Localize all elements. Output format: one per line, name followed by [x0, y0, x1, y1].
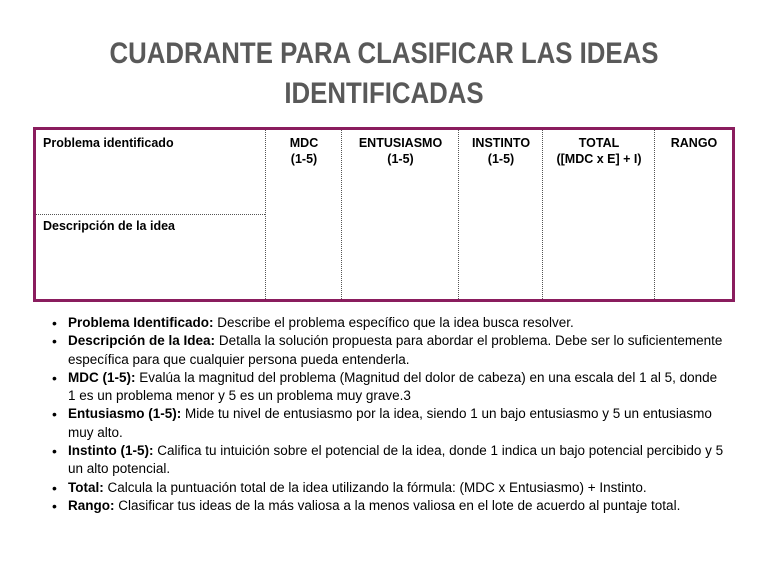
list-item	[54, 479, 724, 497]
definition: Calcula la puntuación total de la idea utilizando la fórmula: (MDC x Entusiasmo) + Instinto.	[103, 479, 647, 495]
title-line-2: IDENTIFICADAS	[284, 77, 484, 110]
bullet-icon: •	[52, 315, 57, 331]
mdc-header-title: MDC	[289, 136, 319, 150]
rango-column	[654, 130, 733, 299]
instinto-header-scale: (1-5)	[487, 152, 515, 166]
page-title	[54, 34, 714, 114]
list-item	[54, 332, 724, 369]
title-line-1: CUADRANTE PARA CLASIFICAR LAS IDEAS	[109, 37, 659, 70]
term: Total:	[68, 479, 104, 495]
instinto-header	[459, 135, 543, 167]
term: Instinto (1-5):	[68, 443, 154, 459]
bullet-icon: •	[52, 406, 57, 423]
row-divider	[36, 214, 265, 215]
definition: Detalla la solución propuesta para abordar el problema. Debe ser lo suficientemente específica para que cualquier persona pueda entenderla.	[68, 333, 723, 367]
definition: Califica tu intuición sobre el potencial de la idea, donde 1 indica un bajo potencial percibido y 5 un alto potencial.	[68, 443, 724, 477]
total-header-formula: ([MDC x E] + I)	[556, 152, 642, 166]
list-item	[54, 497, 724, 515]
list-item	[54, 314, 724, 332]
list-item	[54, 369, 724, 406]
entusiasmo-header-title: ENTUSIASMO	[358, 136, 443, 150]
bullet-icon: •	[52, 479, 57, 496]
mdc-header	[266, 135, 342, 167]
definition: Evalúa la magnitud del problema (Magnitud del dolor de cabeza) en una escala del 1 al 5, donde 1 es un problema menor y 5 es un problema muy grave.3	[68, 369, 718, 404]
entusiasmo-header-scale: (1-5)	[387, 152, 414, 166]
term: Rango:	[68, 497, 115, 513]
description-label: Descripción de la idea	[43, 219, 175, 233]
term: Descripción de la Idea:	[68, 333, 216, 349]
definitions-list	[54, 314, 724, 515]
idea-column	[36, 130, 265, 299]
bullet-icon: •	[52, 443, 57, 460]
mdc-header-scale: (1-5)	[290, 152, 318, 166]
bullet-icon: •	[52, 497, 57, 514]
bullet-icon: •	[52, 333, 57, 350]
instinto-header-title: INSTINTO	[471, 136, 531, 150]
list-item	[54, 442, 724, 479]
instinto-column	[458, 130, 543, 299]
total-header	[543, 135, 655, 167]
definition: Mide tu nivel de entusiasmo por la idea, siendo 1 un bajo entusiasmo y 5 un entusiasmo muy alto.	[68, 406, 712, 440]
term: MDC (1-5):	[68, 369, 136, 385]
definition: Clasificar tus ideas de la más valiosa a la menos valiosa en el lote de acuerdo al puntaje total.	[114, 497, 681, 513]
definition: Describe el problema específico que la idea busca resolver.	[213, 315, 574, 330]
total-column	[542, 130, 655, 299]
problem-label: Problema identificado	[43, 136, 174, 150]
classification-table	[33, 127, 735, 302]
term: Problema Identificado:	[68, 315, 214, 330]
rango-header	[655, 135, 733, 151]
bullet-icon: •	[52, 369, 57, 386]
term: Entusiasmo (1-5):	[68, 406, 182, 422]
list-item	[54, 405, 724, 442]
total-header-title: TOTAL	[578, 136, 620, 150]
rango-header-title: RANGO	[670, 136, 718, 150]
entusiasmo-column	[341, 130, 459, 299]
entusiasmo-header	[342, 135, 459, 167]
mdc-column	[265, 130, 342, 299]
